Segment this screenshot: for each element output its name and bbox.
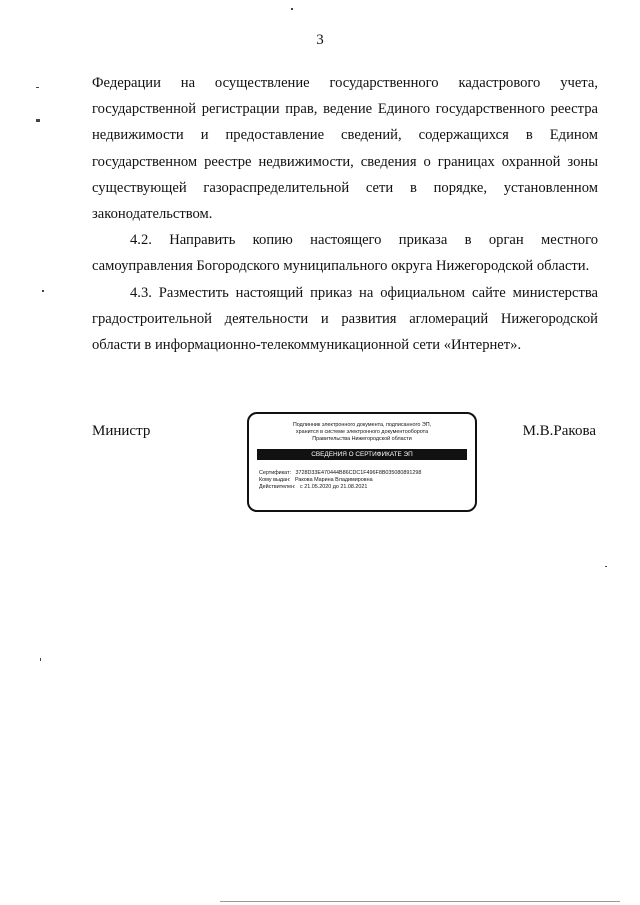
text-line: градостроительной деятельности и развития агломераций Нижегородской: [92, 310, 598, 327]
stamp-header-line: хранится в системе электронного документооборота: [295, 429, 429, 435]
text-line: 4.2. Направить копию настоящего приказа в орган местного: [130, 232, 598, 249]
text-line: существующей газораспределительной сети в порядке, установленном: [92, 179, 598, 196]
scan-speck: [36, 119, 40, 122]
scan-speck: [36, 87, 39, 88]
page-number: 3: [316, 32, 324, 48]
e-signature-stamp: [247, 412, 477, 512]
scan-speck: [40, 658, 41, 661]
validity-label: Действителен:: [259, 484, 296, 490]
document-body: [92, 70, 598, 358]
stamp-title-bar: СВЕДЕНИЯ О СЕРТИФИКАТЕ ЭП: [257, 449, 467, 460]
text-line: недвижимости и предоставление сведений, содержащихся в Едином: [92, 127, 598, 144]
text-line: законодательством.: [92, 206, 213, 223]
issued-to-label: Кому выдан:: [259, 477, 291, 483]
validity-row: [259, 484, 475, 491]
paragraph-4-2: [92, 227, 598, 279]
text-line: Федерации на осуществление государственного кадастрового учета,: [92, 75, 598, 91]
issued-to-value: Ракова Марина Владимировна: [294, 477, 373, 483]
scan-speck: [291, 8, 293, 10]
certificate-row: [259, 470, 475, 477]
stamp-header-line: Подлинник электронного документа, подписанного ЭП,: [292, 422, 432, 428]
stamp-header-line: Правительства Нижегородской области: [312, 436, 412, 442]
certificate-details: [259, 470, 475, 491]
validity-value: с 21.05.2020 до 21.08.2021: [300, 484, 368, 490]
text-line: самоуправления Богородского муниципального округа Нижегородской области.: [92, 258, 590, 275]
paragraph-continuation: [92, 70, 598, 227]
text-line: государственной регистрации прав, ведение Единого государственного реестра: [92, 101, 598, 118]
text-line: государственном реестре недвижимости, сведения о границах охранной зоны: [92, 153, 598, 170]
paragraph-4-3: [92, 280, 598, 359]
issued-to-row: [259, 477, 475, 484]
scan-speck: [42, 290, 44, 292]
stamp-header: [249, 422, 475, 443]
signatory-name: М.В.Ракова: [522, 423, 596, 439]
certificate-label: Сертификат:: [259, 470, 292, 476]
text-line: 4.3. Разместить настоящий приказ на официальном сайте министерства: [130, 284, 598, 301]
scan-speck: [605, 566, 607, 567]
certificate-value: 3728D33E470444B86CDC1F496F8B035080891298: [295, 470, 422, 476]
signatory-position: Министр: [92, 423, 151, 439]
text-line: области в информационно-телекоммуникационной сети «Интернет».: [92, 337, 522, 354]
scan-edge: [220, 901, 620, 902]
